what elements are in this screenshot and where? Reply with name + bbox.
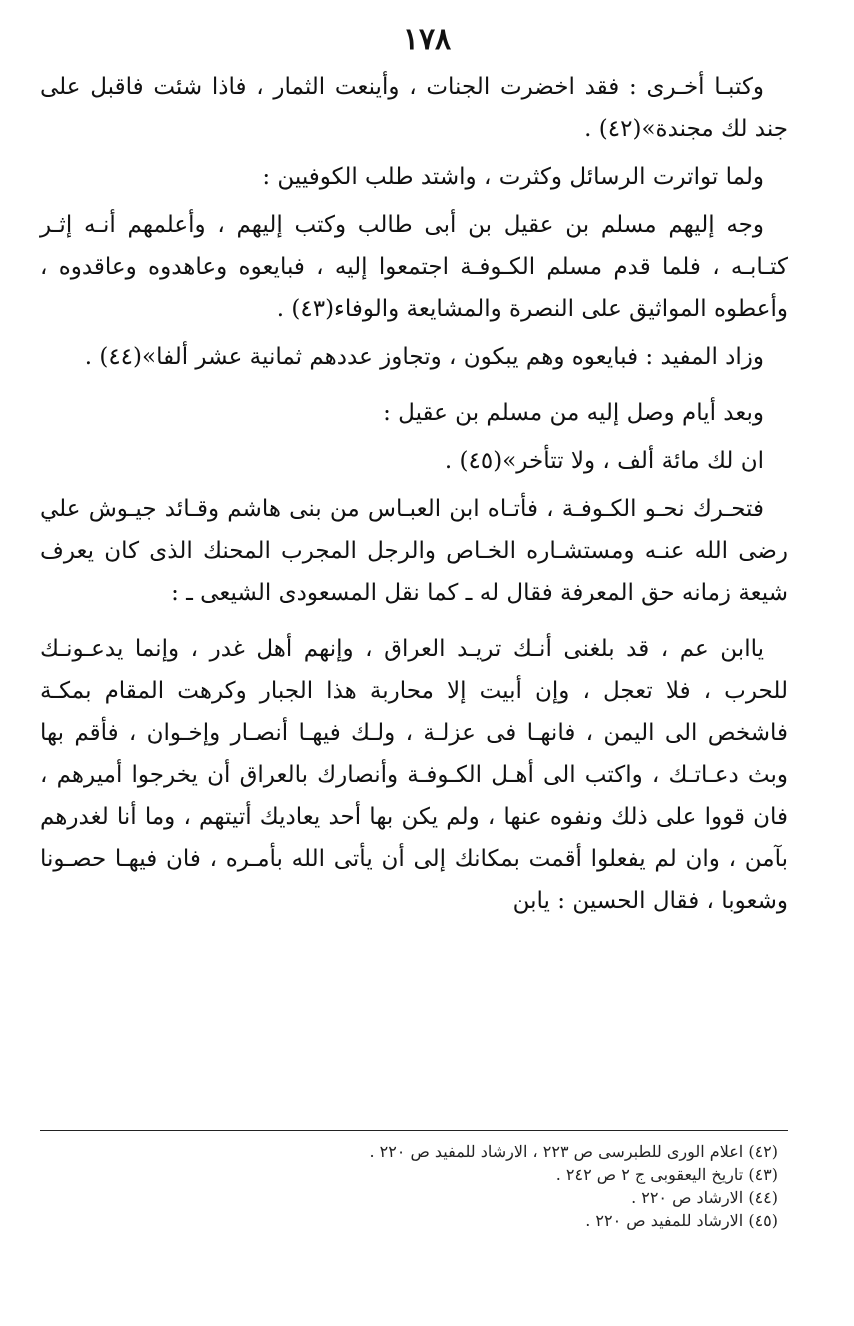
paragraph-muslim-sent: وجه إليهم مسلم بن عقيل بن أبى طالب وكتب إليهم ، وأعلمهم أنـه إثـر كتـابـه ، فلما قدم مسلم الكـوفـة اجتمعوا إليه ، فبايعوه وعاهدوه وعاقدوه ، وأعطوه المواثيق على النصرة والمشايعة والوفاء(٤٣) . [40, 212, 788, 322]
main-text [40, 66, 788, 928]
paragraph-after-days: وبعد أيام وصل إليه من مسلم بن عقيل : [383, 400, 764, 426]
footnotes [40, 1140, 788, 1232]
paragraph-ibn-abbas-speech: ياابن عم ، قد بلغنى أنـك تريـد العراق ، وإنهم أهل غدر ، وإنما يدعـونـك للحرب ، فلا تعجل ، وإن أبيت إلا محاربة هذا الجبار وكرهت المقام بمكـة فاشخص الى اليمن ، فانهـا فى عزلـة ، ولـك فيهـا أنصـار وإخـوان ، فأقم بها وبث دعـاتـك ، واكتب الى أهـل الكـوفـة وأنصارك بالعراق أن يخرجوا أميرهم ، فان قووا على ذلك ونفوه عنها ، ولم يكن بها أحد يعاديك أتيتهم ، وما أنا لغدرهم بآمن ، وان لم يفعلوا أقمت بمكانك إلى أن يأتى الله بأمـره ، فان فيهـا حصـونا وشعوبا ، فقال الحسين : يابن [40, 636, 788, 914]
footnote-45: (٤٥) الارشاد للمفيد ص ٢٢٠ . [585, 1211, 778, 1230]
page-number: ١٧٨ [402, 22, 452, 57]
footnote-divider [40, 1130, 788, 1131]
paragraph-other-letters: وكتبـا أخـرى : فقد اخضرت الجنات ، وأينعت الثمار ، فاذا شئت فاقبل على جند لك مجندة»(٤٢) . [40, 74, 788, 142]
paragraph-mufid-added: وزاد المفيد : فبايعوه وهم يبكون ، وتجاوز عددهم ثمانية عشر ألفا»(٤٤) . [84, 344, 764, 370]
footnote-42: (٤٢) اعلام الورى للطبرسى ص ٢٢٣ ، الارشاد للمفيد ص ٢٢٠ . [369, 1142, 778, 1161]
paragraph-hundred-thousand: ان لك مائة ألف ، ولا تتأخر»(٤٥) . [444, 448, 764, 474]
footnote-44: (٤٤) الارشاد ص ٢٢٠ . [631, 1188, 778, 1207]
footnote-43: (٤٣) تاريخ اليعقوبى ج ٢ ص ٢٤٢ . [555, 1165, 778, 1184]
paragraph-letters-multiplied: ولما تواترت الرسائل وكثرت ، واشتد طلب الكوفيين : [262, 164, 764, 190]
paragraph-ibn-abbas: فتحـرك نحـو الكـوفـة ، فأتـاه ابن العبـاس من بنى هاشم وقـائد جيـوش علي رضى الله عنـه ومستشـاره الخـاص والرجل المجرب المحنك الذى كان يعرف شيعة زمانه حق المعرفة فقال له ـ كما نقل المسعودى الشيعى ـ : [40, 496, 788, 606]
